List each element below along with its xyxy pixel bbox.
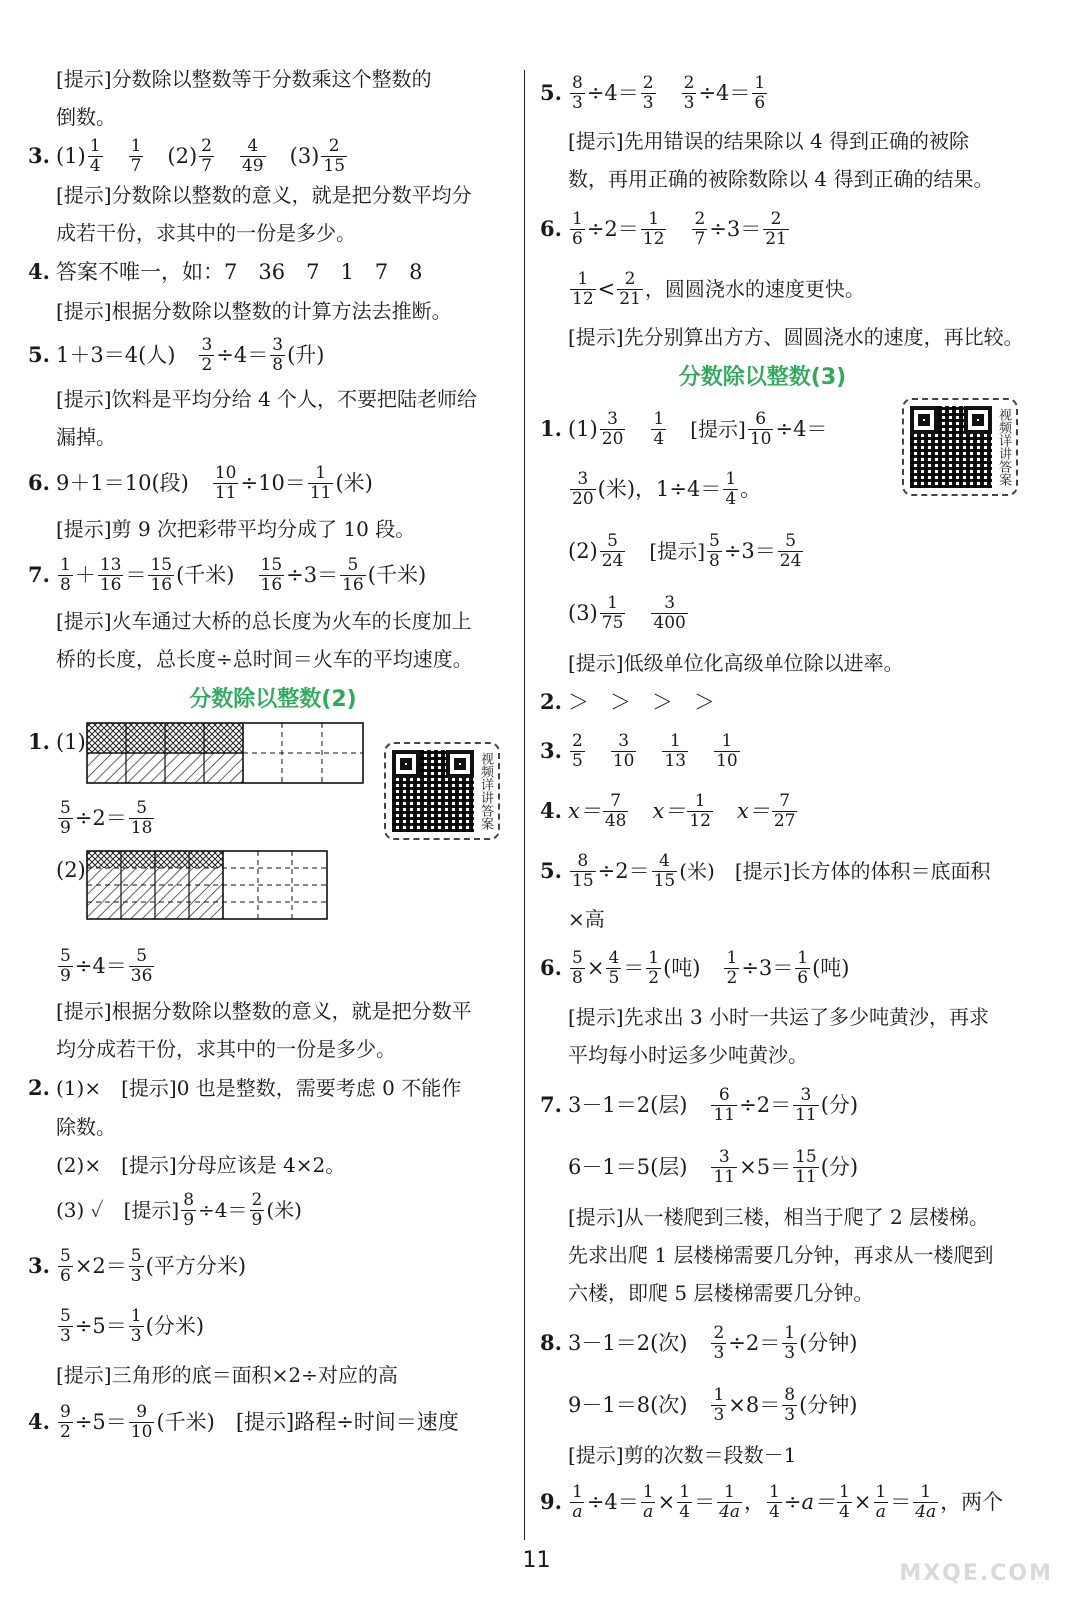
hint-line: [提示]剪的次数＝段数－1 [568, 1443, 797, 1467]
hint-line: 先求出爬 1 层楼梯需要几分钟，再求从一楼爬到 [568, 1243, 994, 1267]
fraction: $\frac{6}{10}$ [749, 408, 772, 449]
fraction: $\frac{1}{4}$ [679, 1481, 691, 1522]
hint-line: [提示]分数除以整数的意义，就是把分数平均分 [56, 183, 472, 207]
fraction: $\frac{2}{7}$ [694, 208, 706, 249]
hint-line: 数，再用正确的被除数除以 4 得到正确的结果。 [568, 167, 994, 191]
fraction: $\frac{1}{4}$ [653, 408, 665, 449]
s3-answer-6: 6. $\frac{5}{8}$ × $\frac{4}{5}$ ＝ $\frac{1}{2}$ (吨) $\frac{1}{2}$ ÷3＝ $\frac{1}{6}$ (吨) [540, 947, 850, 988]
hint-line: [提示]低级单位化高级单位除以进率。 [568, 651, 904, 675]
fraction: $\frac{9}{2}$ [60, 1401, 71, 1442]
fraction: $\frac{4}{49}$ [241, 135, 264, 176]
fraction: $\frac{15}{16}$ [150, 554, 173, 595]
fraction: $\frac{5}{6}$ [60, 1245, 71, 1286]
answer-6-compare: $\frac{1}{12}$ < $\frac{2}{21}$ ，圆圆浇水的速度更快。 [572, 268, 865, 309]
fraction: $\frac{7}{48}$ [604, 790, 627, 831]
qr-code-icon [910, 406, 992, 488]
hint-line: [提示]根据分数除以整数的计算方法去推断。 [56, 299, 452, 323]
fraction: $\frac{2}{5}$ [572, 730, 583, 771]
s3-answer-4: 4. x＝ $\frac{7}{48}$ x＝ $\frac{1}{12}$ x＝ $\frac{7}{27}$ [540, 790, 796, 831]
section-title: 分数除以整数(3) [678, 365, 847, 390]
fraction: $\frac{5}{36}$ [130, 945, 153, 986]
answer-5: 5. $\frac{8}{3}$ ÷4＝ $\frac{2}{3}$ $\frac{2}{3}$ ÷4＝ $\frac{1}{6}$ [540, 72, 766, 113]
s3-answer-1-cont: $\frac{3}{20}$ (米)，1÷4＝ $\frac{1}{4}$ 。 [572, 468, 762, 509]
s2-answer-1b: (2) [28, 850, 518, 940]
fraction: $\frac{3}{2}$ [201, 334, 213, 375]
fraction: $\frac{5}{8}$ [709, 530, 720, 571]
s3-answer-8: 8. 3－1＝2(次) $\frac{2}{3}$ ÷2＝ $\frac{1}{3}$ (分钟) [540, 1322, 858, 1363]
hint-line: [提示]火车通过大桥的总长度为火车的长度加上 [56, 609, 472, 633]
hint-line: [提示]饮料是平均分给 4 个人，不要把陆老师给 [56, 387, 478, 411]
qr-code-video-answer[interactable] [384, 742, 500, 840]
fraction: $\frac{5}{9}$ [60, 797, 71, 838]
watermark: MXQE.COM [899, 1561, 1053, 1586]
fraction: $\frac{1}{7}$ [130, 135, 142, 176]
fraction: $\frac{3}{11}$ [795, 1084, 817, 1125]
s3-answer-9: 9. $\frac{1}{a}$ ÷4＝ $\frac{1}{a}$ × $\frac{1}{4}$ ＝ $\frac{1}{4a}$ ， $\frac{1}{4}$ ÷a＝ $\frac{1}{4}$ × $\frac{1}{a}$ ＝ $\frac{1}{4a}$ ，两个 [540, 1481, 1004, 1522]
fraction: $\frac{8}{9}$ [183, 1189, 195, 1230]
fraction: $\frac{1}{4a}$ [719, 1481, 741, 1522]
qr-code-video-answer[interactable] [902, 398, 1018, 496]
answer-7: 7. $\frac{1}{8}$ ＋ $\frac{13}{16}$ ＝ $\frac{15}{16}$ (千米) $\frac{15}{16}$ ÷3＝ $\frac{5}{16}$ (千米) [28, 554, 427, 595]
answer-6: 6. $\frac{1}{6}$ ÷2＝ $\frac{1}{12}$ $\frac{2}{7}$ ÷3＝ $\frac{2}{21}$ [540, 208, 787, 249]
fraction: $\frac{2}{15}$ [323, 135, 346, 176]
fraction: $\frac{3}{20}$ [601, 408, 624, 449]
fraction: $\frac{5}{3}$ [130, 1245, 142, 1286]
hint-line: 桥的长度，总长度÷总时间＝火车的平均速度。 [56, 647, 473, 671]
fraction: $\frac{3}{11}$ [713, 1146, 736, 1187]
shaded-grid-2 [86, 850, 328, 920]
fraction: $\frac{1}{3}$ [713, 1384, 725, 1425]
s3-answer-1b: (2) $\frac{5}{24}$ [提示] $\frac{5}{8}$ ÷3＝ $\frac{5}{24}$ [568, 530, 802, 571]
right-column [540, 64, 1045, 1530]
fraction: $\frac{9}{10}$ [130, 1401, 153, 1442]
s2-answer-1b-eq: $\frac{5}{9}$ ÷4＝ $\frac{5}{36}$ [60, 945, 153, 986]
fraction: $\frac{15}{11}$ [795, 1146, 817, 1187]
fraction: $\frac{1}{12}$ [689, 790, 711, 831]
fraction: $\frac{1}{6}$ [572, 208, 583, 249]
s2-answer-4: 4. $\frac{9}{2}$ ÷5＝ $\frac{9}{10}$ (千米) [提示]路程÷时间＝速度 [28, 1401, 459, 1442]
fraction: $\frac{3}{400}$ [653, 592, 686, 633]
fraction: $\frac{1}{4}$ [89, 135, 101, 176]
fraction: $\frac{4}{15}$ [653, 850, 676, 891]
s2-answer-3b: $\frac{5}{3}$ ÷5＝ $\frac{1}{3}$ (分米) [60, 1305, 205, 1346]
fraction: $\frac{5}{3}$ [60, 1305, 71, 1346]
fraction: $\frac{1}{75}$ [601, 592, 624, 633]
fraction: $\frac{1}{a}$ [642, 1481, 654, 1522]
fraction: $\frac{2}{21}$ [765, 208, 787, 249]
shaded-grid-1 [86, 722, 364, 784]
answer-5: 5. 1＋3＝4(人) $\frac{3}{2}$ ÷4＝ $\frac{3}{8}$ (升) [28, 334, 325, 375]
fraction: $\frac{5}{16}$ [342, 554, 364, 595]
fraction: $\frac{6}{11}$ [713, 1084, 736, 1125]
fraction: $\frac{1}{10}$ [716, 730, 738, 771]
hint-line: 均分成若干份，求其中的一份是多少。 [56, 1037, 396, 1061]
fraction: $\frac{1}{3}$ [784, 1322, 796, 1363]
s3-answer-5: 5. $\frac{8}{15}$ ÷2＝ $\frac{4}{15}$ (米) [提示]长方体的体积＝底面积 [540, 850, 991, 891]
s3-answer-7b: 6－1＝5(层) $\frac{3}{11}$ ×5＝ $\frac{15}{11}$ (分) [568, 1146, 859, 1187]
fraction: $\frac{4}{5}$ [608, 947, 620, 988]
fraction: $\frac{1}{12}$ [572, 268, 594, 309]
s3-answer-8b: 9－1＝8(次) $\frac{1}{3}$ ×8＝ $\frac{8}{3}$ (分钟) [568, 1384, 858, 1425]
hint-line: [提示]分数除以整数等于分数乘这个整数的 [56, 67, 432, 91]
fraction: $\frac{5}{8}$ [572, 947, 583, 988]
fraction: $\frac{3}{10}$ [612, 730, 635, 771]
answer-4: 4. 答案不唯一，如：7 36 7 1 7 8 [28, 259, 423, 284]
column-divider [524, 70, 525, 1540]
fraction: $\frac{8}{15}$ [572, 850, 594, 891]
fraction: $\frac{2}{3}$ [642, 72, 654, 113]
answer-3: 3. (1) $\frac{1}{4}$ $\frac{1}{7}$ (2) $\frac{2}{7}$ $\frac{4}{49}$ (3) $\frac{2}{15}$ [28, 135, 346, 176]
fraction: $\frac{1}{a}$ [875, 1481, 887, 1522]
fraction: $\frac{5}{18}$ [130, 797, 153, 838]
fraction: $\frac{10}{11}$ [214, 462, 237, 503]
fraction: $\frac{1}{a}$ [572, 1481, 583, 1522]
fraction: $\frac{7}{27}$ [773, 790, 796, 831]
answer-6: 6. 9＋1＝10(段) $\frac{10}{11}$ ÷10＝ $\frac{1}{11}$ (米) [28, 462, 373, 503]
fraction: $\frac{3}{20}$ [572, 468, 594, 509]
fraction: $\frac{1}{6}$ [797, 947, 809, 988]
hint-line: 六楼，即爬 5 层楼梯需要几分钟。 [568, 1281, 874, 1305]
fraction: $\frac{1}{4}$ [838, 1481, 850, 1522]
hint-line: 成若干份，求其中的一份是多少。 [56, 221, 356, 245]
hint-line: [提示]先求出 3 小时一共运了多少吨黄沙，再求 [568, 1005, 990, 1029]
hint-line: [提示]三角形的底＝面积×2÷对应的高 [56, 1363, 398, 1387]
s2-answer-1a: 1. (1) [28, 722, 518, 792]
hint-line: [提示]先用错误的结果除以 4 得到正确的被除 [568, 129, 970, 153]
s2-answer-1a-eq: $\frac{5}{9}$ ÷2＝ $\frac{5}{18}$ [60, 797, 153, 838]
s2-answer-3: 3. $\frac{5}{6}$ ×2＝ $\frac{5}{3}$ (平方分米) [28, 1245, 247, 1286]
fraction: $\frac{1}{6}$ [754, 72, 766, 113]
fraction: $\frac{15}{16}$ [260, 554, 283, 595]
fraction: $\frac{1}{2}$ [648, 947, 660, 988]
fraction: $\frac{1}{8}$ [60, 554, 71, 595]
fraction: $\frac{2}{7}$ [201, 135, 212, 176]
fraction: $\frac{1}{12}$ [642, 208, 665, 249]
hint-line: 漏掉。 [56, 425, 116, 449]
fraction: $\frac{5}{9}$ [60, 945, 71, 986]
hint-line: (2)× [提示]分母应该是 4×2。 [56, 1153, 346, 1177]
fraction: $\frac{2}{3}$ [713, 1322, 725, 1363]
s2-answer-2: 2. (1)× [提示]0 也是整数，需要考虑 0 不能作 [28, 1075, 462, 1100]
hint-line: 平均每小时运多少吨黄沙。 [568, 1043, 808, 1067]
fraction: $\frac{13}{16}$ [99, 554, 122, 595]
s3-answer-2: 2. ＞ ＞ ＞ ＞ [540, 689, 715, 714]
fraction: $\frac{5}{24}$ [601, 530, 624, 571]
s2-answer-2c: (3) ✓ [提示] $\frac{8}{9}$ ÷4＝ $\frac{2}{9}$ (米) [56, 1189, 302, 1230]
fraction: $\frac{1}{4}$ [769, 1481, 780, 1522]
hint-line: [提示]剪 9 次把彩带平均分成了 10 段。 [56, 517, 416, 541]
s3-answer-3: 3. $\frac{2}{5}$ $\frac{3}{10}$ $\frac{1}{13}$ $\frac{1}{10}$ [540, 730, 738, 771]
page-number: 11 [522, 1548, 551, 1573]
hint-line: ×高 [568, 907, 605, 931]
hint-line: [提示]从一楼爬到三楼，相当于爬了 2 层楼梯。 [568, 1205, 990, 1229]
fraction: $\frac{1}{4}$ [725, 468, 737, 509]
fraction: $\frac{2}{21}$ [619, 268, 641, 309]
fraction: $\frac{3}{8}$ [272, 334, 284, 375]
s3-answer-1c: (3) $\frac{1}{75}$ $\frac{3}{400}$ [568, 592, 686, 633]
hint-line: [提示]先分别算出方方、圆圆浇水的速度，再比较。 [568, 325, 1024, 349]
fraction: $\frac{1}{11}$ [309, 462, 332, 503]
s3-answer-1: 1. (1) $\frac{3}{20}$ $\frac{1}{4}$ [提示] $\frac{6}{10}$ ÷4＝ [540, 408, 828, 449]
qr-label: 视频详讲答案 [478, 752, 493, 830]
fraction: $\frac{1}{13}$ [664, 730, 687, 771]
fraction: $\frac{5}{24}$ [779, 530, 802, 571]
fraction: $\frac{2}{9}$ [251, 1189, 263, 1230]
hint-line: [提示]根据分数除以整数的意义，就是把分数平 [56, 999, 472, 1023]
qr-label: 视频详讲答案 [996, 408, 1011, 486]
qr-code-icon [392, 750, 474, 832]
fraction: $\frac{1}{4a}$ [915, 1481, 937, 1522]
fraction: $\frac{1}{2}$ [726, 947, 738, 988]
hint-line: 除数。 [56, 1115, 116, 1139]
section-title: 分数除以整数(2) [189, 687, 357, 712]
hint-line: 倒数。 [56, 105, 116, 129]
fraction: $\frac{8}{3}$ [784, 1384, 796, 1425]
s3-answer-7: 7. 3－1＝2(层) $\frac{6}{11}$ ÷2＝ $\frac{3}{11}$ (分) [540, 1084, 859, 1125]
fraction: $\frac{8}{3}$ [572, 72, 583, 113]
fraction: $\frac{2}{3}$ [683, 72, 695, 113]
fraction: $\frac{1}{3}$ [130, 1305, 142, 1346]
